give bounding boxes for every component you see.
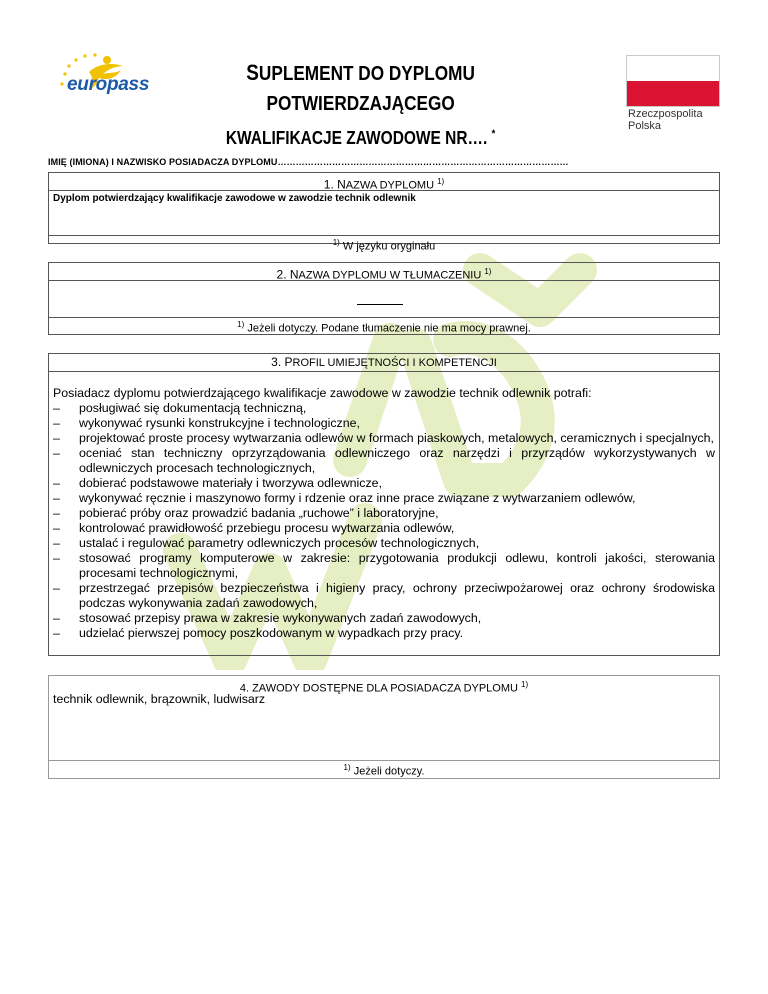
list-item: – dobierać podstawowe materiały i tworzywa odlewnicze, (53, 476, 715, 491)
list-item: – przestrzegać przepisów bezpieczeństwa i higieny pracy, ochrony przeciwpożarowej oraz ochrony środowiska podczas wykonywania zadań zawodowych, (53, 581, 715, 611)
list-item: – pobierać próby oraz prowadzić badania „ruchowe” i laboratoryjne, (53, 506, 715, 521)
list-item: – ustalać i regulować parametry odlewniczych procesów technologicznych, (53, 536, 715, 551)
list-item: – kontrolować prawidłowość przebiegu procesu wytwarzania odlewów, (53, 521, 715, 536)
list-item: – wykonywać ręcznie i maszynowo formy i rdzenie oraz inne prace związane z wytwarzaniem odlewów, (53, 491, 715, 506)
section-available-occupations (48, 675, 720, 779)
title-initial: S (246, 60, 259, 85)
section-skills-profile (48, 353, 720, 656)
occupations-value: technik odlewnik, brązownik, ludwisarz (53, 692, 266, 706)
section-2-footnote: $^{1)}$ Jeżeli dotyczy. Podane tłumaczenie nie ma mocy prawnej. (49, 317, 719, 336)
list-item: – posługiwać się dokumentacją techniczną, (53, 401, 715, 416)
empty-value-line (357, 304, 403, 305)
europass-wordmark: europass (67, 74, 150, 95)
section-4-heading: 4. ZAWODY DOSTĘPNE DLA POSIADACZA DYPLOMU $^{1)}$ (239, 680, 529, 695)
skills-content (49, 372, 719, 641)
europass-logo (55, 50, 165, 110)
section-2-heading: 2. NAZWA DYPLOMU W TŁUMACZENIU $^{1)}$ (49, 263, 719, 281)
page-title (180, 58, 541, 153)
country-label (628, 108, 703, 132)
section-4-footnote: $^{1)}$ Jeżeli dotyczy. (49, 760, 719, 779)
polish-flag-icon (626, 55, 720, 107)
list-item: – stosować programy komputerowe w zakresie: przygotowania produkcji odlewu, kontroli jakości, sterowania procesami technologicznymi, (53, 551, 715, 581)
section-3-heading: 3. PROFIL UMIEJĘTNOŚCI I KOMPETENCJI (49, 354, 719, 372)
list-item: – projektować proste procesy wytwarzania odlewów w formach piaskowych, metalowych, ceramicznych i specjalnych, (53, 431, 715, 446)
list-item: – oceniać stan techniczny oprzyrządowania odlewniczego oraz narzędzi i przyrządów wykorzystywanych w odlewniczych procesach technologicznych, (53, 446, 715, 476)
country-line-1: Rzeczpospolita (628, 108, 703, 120)
translation-value (49, 281, 719, 317)
skills-list (53, 401, 715, 641)
section-1-footnote: $^{1)}$ W języku oryginału (49, 235, 719, 254)
list-item: – wykonywać rysunki konstrukcyjne i technologiczne, (53, 416, 715, 431)
diploma-name-value: Dyplom potwierdzający kwalifikacje zawodowe w zawodzie technik odlewnik (53, 193, 416, 204)
holder-name-field: IMIĘ (IMIONA) I NAZWISKO POSIADACZA DYPLOMU…………………………………………………………………………………… (48, 157, 569, 167)
title-line-2: KWALIFIKACJE ZAWODOWE NR…. (225, 128, 488, 148)
list-item: – udzielać pierwszej pomocy poszkodowanym w wypadkach przy pracy. (53, 626, 715, 641)
section-diploma-name (48, 172, 720, 253)
section-diploma-translation (48, 262, 720, 335)
list-item: – stosować przepisy prawa w zakresie wykonywanych zadań zawodowych, (53, 611, 715, 626)
section-1-heading: 1. NAZWA DYPLOMU $^{1)}$ (49, 173, 719, 191)
title-asterisk: * (491, 128, 496, 140)
skills-intro: Posiadacz dyplomu potwierdzającego kwalifikacje zawodowe w zawodzie technik odlewnik potrafi: (53, 386, 592, 400)
title-line-1: UPLEMENT DO DYPLOMU POTWIERDZAJĄCEGO (258, 63, 475, 115)
country-line-2: Polska (628, 120, 662, 132)
